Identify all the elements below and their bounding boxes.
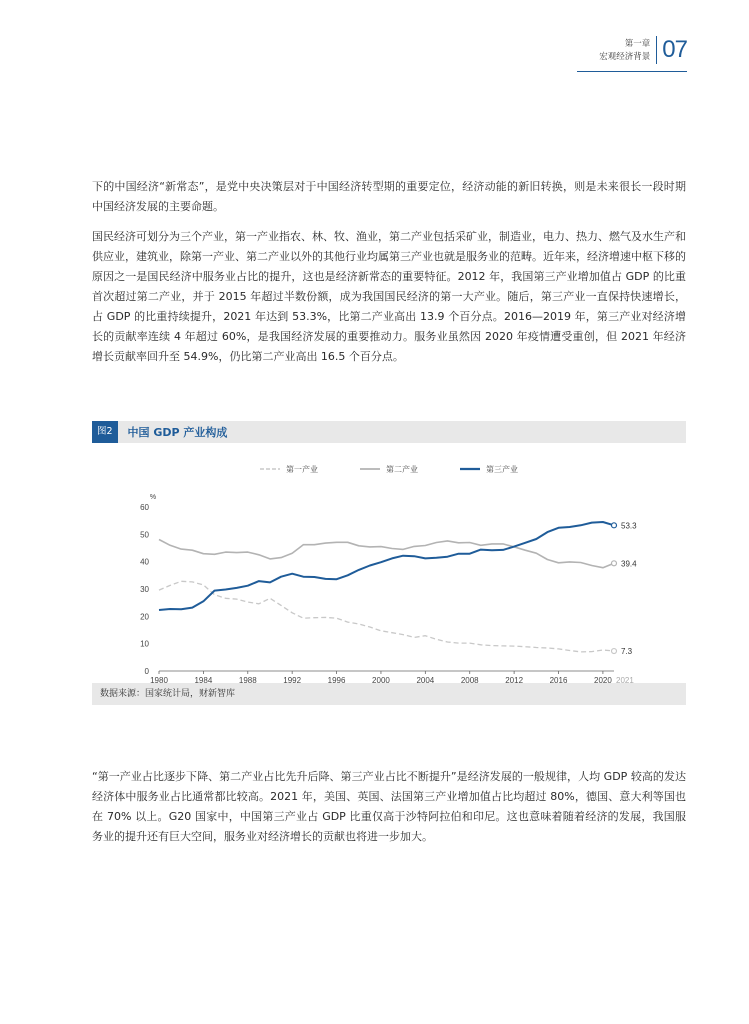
line-chart — [92, 443, 686, 683]
paragraph-industry-structure: 国民经济可划分为三个产业，第一产业指农、林、牧、渔业，第二产业包括采矿业，制造业，电力、热力、燃气及水生产和供应业，建筑业，除第一产业、第二产业以外的其他行业均属第三产业也就是服务业的范畴。近年来，经济增速中枢下移的原因之一是国民经济中服务业占比的提升，这也是经济新常态的重要特征。2012 年，我国第三产业增加值占 GDP 的比重首次超过第二产业，并于 2015 年超过半数份额，成为我国国民经济的第一大产业。随后，第三产业一直保持快速增长，占 GDP 的比重持续提升，2021 年达到 53.3%，比第二产业高出 13.9 个百分点。2016—2019 年，第三产业对经济增长的贡献率连续 4 年超过 60%，是我国经济发展的重要推动力。服务业虽然因 2020 年疫情遭受重创，但 2021 年经济增长贡献率回升至 54.9%，仍比第二产业高出 16.5 个百分点。 — [92, 230, 686, 363]
x-tick-label-2021: 2021 — [616, 676, 634, 683]
series-tertiary-industry-line — [159, 522, 614, 610]
series-primary-industry-end-label: 7.3 — [621, 647, 633, 657]
y-tick-label: 30 — [140, 585, 149, 594]
header-text — [599, 38, 650, 64]
chart-area — [92, 443, 686, 683]
x-tick-label: 1992 — [283, 676, 302, 683]
series-secondary-industry-end-marker — [612, 561, 617, 566]
chapter-title: 宏观经济背景 — [599, 52, 651, 62]
x-tick-label: 2020 — [594, 676, 612, 683]
chapter-label: 第一章 — [624, 39, 651, 49]
x-tick-label: 1996 — [327, 676, 346, 683]
series-primary-industry-end-marker — [612, 649, 617, 654]
y-tick-label: 40 — [140, 557, 149, 567]
y-tick-label: 60 — [140, 503, 149, 512]
y-tick-label: 0 — [144, 667, 149, 676]
x-tick-label: 1984 — [194, 676, 213, 683]
figure-label: 图2 — [92, 421, 118, 443]
y-axis-unit: % — [149, 494, 157, 501]
page-number: 07 — [662, 36, 687, 63]
legend-label-series-tertiary-industry: 第三产业 — [486, 465, 518, 474]
y-tick-label: 50 — [140, 530, 149, 540]
x-tick-label: 1980 — [150, 676, 168, 683]
header-underline — [577, 71, 687, 72]
figure-gdp-composition — [92, 421, 686, 705]
page-header — [599, 36, 687, 64]
x-tick-label: 1988 — [238, 676, 257, 683]
figure-title-bar — [92, 421, 686, 443]
y-tick-label: 20 — [140, 612, 149, 622]
y-tick-label: 10 — [140, 639, 149, 649]
series-secondary-industry-end-label: 39.4 — [621, 559, 637, 569]
series-secondary-industry-line — [159, 540, 614, 568]
figure-source: 数据来源：国家统计局，财新智库 — [92, 683, 686, 705]
x-tick-label: 2012 — [505, 676, 524, 683]
series-primary-industry-line — [159, 581, 614, 652]
x-tick-label: 2008 — [460, 676, 479, 683]
paragraph-intro: 下的中国经济“新常态”，是党中央决策层对于中国经济转型期的重要定位，经济动能的新旧转换，则是未来很长一段时期中国经济发展的主要命题。 — [92, 180, 686, 213]
legend-label-series-primary-industry: 第一产业 — [286, 465, 318, 474]
header-divider — [656, 36, 657, 64]
x-tick-label: 2016 — [549, 676, 568, 683]
figure-title: 中国 GDP 产业构成 — [127, 426, 228, 439]
x-tick-label: 2000 — [372, 676, 390, 683]
series-tertiary-industry-end-marker — [612, 523, 617, 528]
paragraph-conclusion: “第一产业占比逐步下降、第二产业占比先升后降、第三产业占比不断提升”是经济发展的一般规律，人均 GDP 较高的发达经济体中服务业占比通常都比较高。2021 年，美国、英国、法国第三产业增加值占比均超过 80%，德国、意大利等国也在 70% 以上。G20 国家中，中国第三产业占 GDP 比重仅高于沙特阿拉伯和印尼。这也意味着随着经济的发展，我国服务业的提升还有巨大空间，服务业对经济增长的贡献也将进一步加大。 — [92, 770, 686, 843]
x-tick-label: 2004 — [416, 676, 435, 683]
series-tertiary-industry-end-label: 53.3 — [621, 521, 637, 531]
legend-label-series-secondary-industry: 第二产业 — [386, 465, 418, 474]
